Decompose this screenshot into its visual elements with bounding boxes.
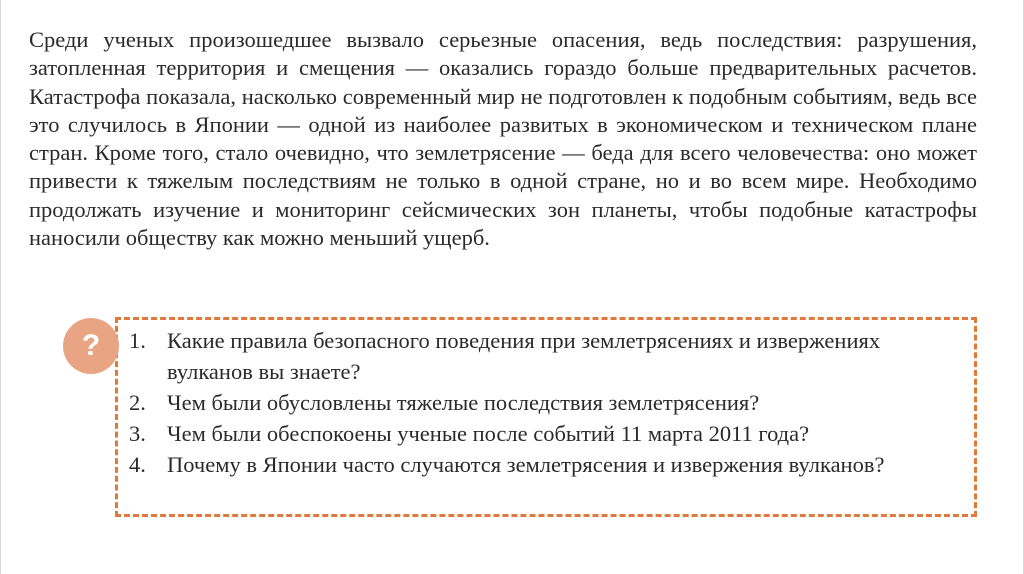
questions-list	[129, 325, 909, 480]
question-text: Какие правила безопасного поведения при землетрясениях и извержениях вулканов вы знаете?	[167, 328, 881, 384]
question-mark-icon: ?	[63, 318, 119, 374]
list-item	[129, 449, 909, 480]
question-number: 2.	[129, 390, 146, 415]
question-number: 4.	[129, 452, 146, 477]
list-item	[129, 325, 909, 387]
question-number: 3.	[129, 421, 146, 446]
list-item	[129, 418, 909, 449]
list-item	[129, 387, 909, 418]
question-number: 1.	[129, 328, 146, 353]
question-text: Чем были обеспокоены ученые после событий 11 марта 2011 года?	[167, 421, 810, 446]
body-paragraph: Среди ученых произошедшее вызвало серьезные опасения, ведь последствия: разрушения, затопленная территория и смещения — оказались гораздо больше предварительных расчетов. Катастрофа показала, насколько современный мир не подготовлен к подобным событиям, ведь все это случилось в Японии — одной из наиболее развитых в экономическом и техническом плане стран. Кроме того, стало очевидно, что землетрясение — беда для всего человечества: оно может привести к тяжелым последствиям не только в одной стране, но и во всем мире. Необходимо продолжать изучение и мониторинг сейсмических зон планеты, чтобы подобные катастрофы наносили обществу как можно меньший ущерб.	[29, 27, 977, 251]
question-text: Чем были обусловлены тяжелые последствия землетрясения?	[167, 390, 760, 415]
question-text: Почему в Японии часто случаются землетрясения и извержения вулканов?	[167, 452, 885, 477]
